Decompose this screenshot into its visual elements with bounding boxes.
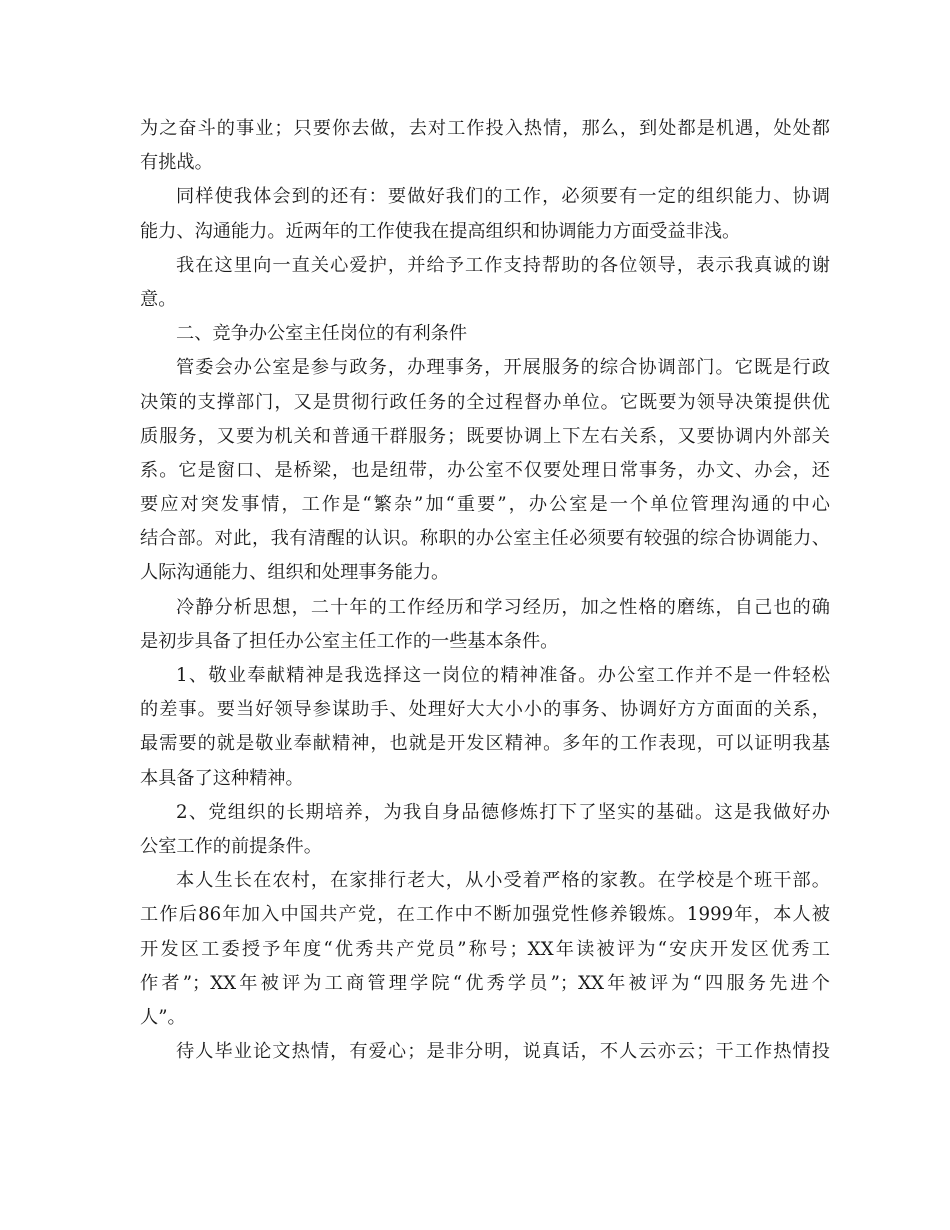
- text-line: 要应对突发事情，工作是“繁杂”加“重要”，办公室是一个单位管理沟通的中心: [140, 494, 830, 516]
- section-heading: 二、竞争办公室主任岗位的有利条件: [176, 323, 468, 345]
- text-line: 质服务，又要为机关和普通干群服务；既要协调上下左右关系，又要协调内外部关: [140, 425, 830, 447]
- text-line: 我在这里向一直关心爱护，并给予工作支持帮助的各位领导，表示我真诚的谢: [176, 254, 830, 276]
- text-line: 作者”；XX年被评为工商管理学院“优秀学员”；XX年被评为“四服务先进个: [140, 972, 830, 994]
- text-line: 决策的支撑部门，又是贯彻行政任务的全过程督办单位。它既要为领导决策提供优: [140, 391, 830, 413]
- text-line: 本具备了这种精神。: [140, 767, 304, 789]
- text-line: 人际沟通能力、组织和处理事务能力。: [140, 562, 450, 584]
- text-line: 有挑战。: [140, 152, 213, 174]
- document-body: [140, 112, 830, 1069]
- text-line: 工作后86年加入中国共产党，在工作中不断加强党性修养锻炼。1999年，本人被: [140, 904, 830, 926]
- text-line: 1、敬业奉献精神是我选择这一岗位的精神准备。办公室工作并不是一件轻松: [176, 665, 830, 686]
- text-line: 本人生长在农村，在家排行老大，从小受着严格的家教。在学校是个班干部。: [176, 870, 830, 892]
- text-line: 人”。: [140, 1006, 186, 1028]
- text-line: 意。: [140, 288, 177, 310]
- text-line: 结合部。对此，我有清醒的认识。称职的办公室主任必须要有较强的综合协调能力、: [140, 528, 830, 550]
- text-line: 2、党组织的长期培养，为我自身品德修炼打下了坚实的基础。这是我做好办: [176, 801, 830, 823]
- text-line: 系。它是窗口、是桥梁，也是纽带，办公室不仅要处理日常事务，办文、办会，还: [140, 459, 830, 481]
- text-line: 能力、沟通能力。近两年的工作使我在提高组织和协调能力方面受益非浅。: [140, 220, 741, 242]
- text-line: 同样使我体会到的还有：要做好我们的工作，必须要有一定的组织能力、协调: [176, 186, 830, 208]
- text-line: 冷静分析思想，二十年的工作经历和学习经历，加之性格的磨练，自己也的确: [176, 596, 830, 618]
- text-line: 开发区工委授予年度“优秀共产党员”称号；XX年读被评为“安庆开发区优秀工: [140, 938, 830, 960]
- text-line: 待人毕业论文热情，有爱心；是非分明，说真话，不人云亦云；干工作热情投: [176, 1041, 830, 1063]
- text-line: 公室工作的前提条件。: [140, 835, 322, 857]
- text-line: 为之奋斗的事业；只要你去做，去对工作投入热情，那么，到处都是机遇，处处都: [140, 118, 830, 139]
- text-line: 的差事。要当好领导参谋助手、处理好大大小小的事务、协调好方方面面的关系，: [140, 699, 830, 721]
- text-line: 是初步具备了担任办公室主任工作的一些基本条件。: [140, 630, 559, 652]
- text-line: 管委会办公室是参与政务，办理事务，开展服务的综合协调部门。它既是行政: [176, 357, 830, 379]
- text-line: 最需要的就是敬业奉献精神，也就是开发区精神。多年的工作表现，可以证明我基: [140, 733, 830, 755]
